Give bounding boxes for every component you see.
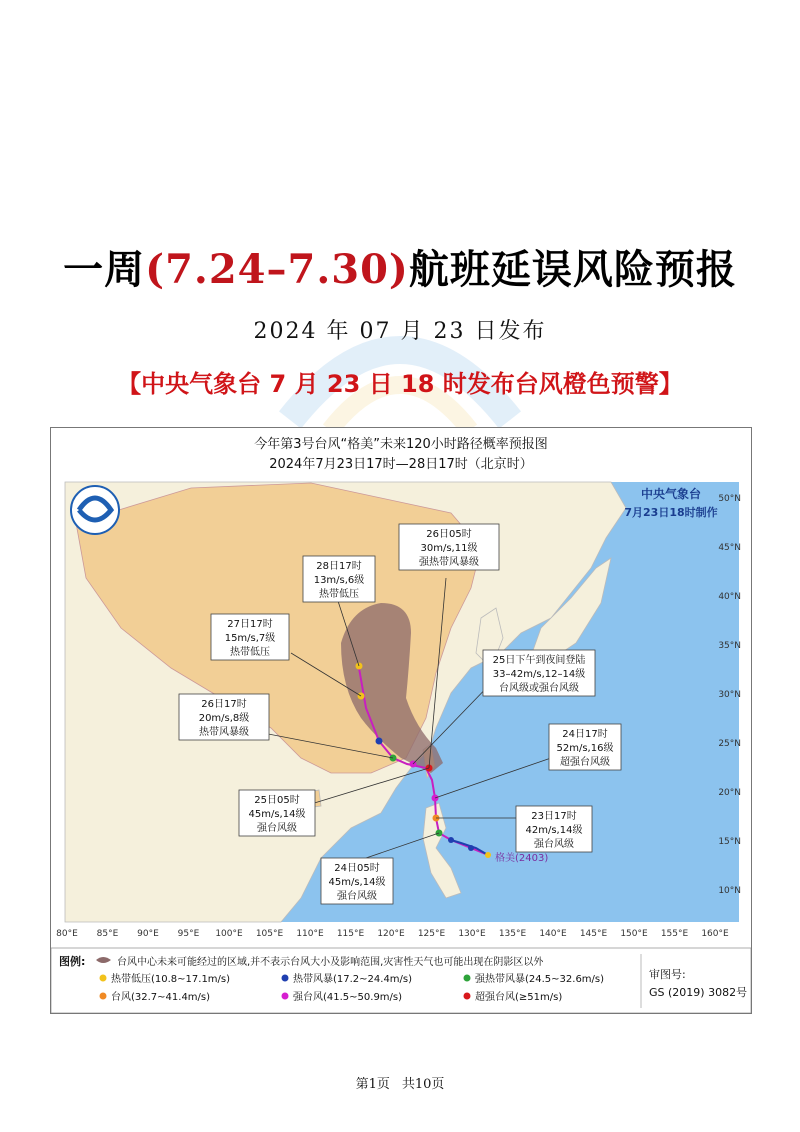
legend-heading: 图例: <box>59 955 86 968</box>
callout-text: 33–42m/s,12–14级 <box>492 669 586 680</box>
longitude-tick-label: 140°E <box>539 929 567 939</box>
storm-label: 格美(2403) <box>495 853 549 864</box>
callout-text: 52m/s,16级 <box>556 743 614 754</box>
issue-date: 2024 年 07 月 23 日发布 <box>253 319 547 344</box>
callout-text: 42m/s,14级 <box>525 825 583 836</box>
callout-text: 热带风暴级 <box>199 727 249 738</box>
legend-swatch <box>464 975 471 982</box>
track-point <box>376 738 383 745</box>
longitude-tick-label: 80°E <box>56 929 78 939</box>
longitude-tick-label: 85°E <box>96 929 119 939</box>
callout-text: 25日下午到夜间登陆 <box>492 655 586 666</box>
callout-text: 强台风级 <box>337 891 377 902</box>
legend-swatch <box>282 993 289 1000</box>
callout-text: 20m/s,8级 <box>198 713 250 724</box>
legend-cone-text: 台风中心未来可能经过的区域,并不表示台风大小及影响范围,灾害性天气也可能出现在阴影区以外 <box>117 957 544 968</box>
callout-text: 台风级或强台风级 <box>499 683 579 694</box>
callout-text: 24日17时 <box>562 729 608 740</box>
callout-text: 24日05时 <box>334 863 380 874</box>
callout-text: 强热带风暴级 <box>419 557 479 568</box>
typhoon-alert-heading: 【中央气象台 7 月 23 日 18 时发布台风橙色预警】 <box>117 370 683 398</box>
legend-label: 台风(32.7~41.4m/s) <box>111 992 211 1003</box>
callout-text: 30m/s,11级 <box>420 543 478 554</box>
callout-text: 强台风级 <box>534 839 574 850</box>
legend-label: 强台风(41.5~50.9m/s) <box>293 992 403 1003</box>
agency-name: 中央气象台 <box>640 487 702 501</box>
longitude-tick-label: 155°E <box>660 929 689 939</box>
legend-swatch <box>282 975 289 982</box>
latitude-tick-label: 20°N <box>718 788 741 798</box>
latitude-tick-label: 45°N <box>718 543 741 553</box>
latitude-tick-label: 50°N <box>718 494 741 504</box>
callout-text: 23日17时 <box>531 811 577 822</box>
agency-time: 7月23日18时制作 <box>624 506 718 519</box>
longitude-tick-label: 110°E <box>296 929 324 939</box>
longitude-tick-label: 130°E <box>458 929 486 939</box>
longitude-tick-label: 150°E <box>620 929 648 939</box>
callout-text: 45m/s,14级 <box>328 877 386 888</box>
map-svg <box>51 428 751 1013</box>
longitude-tick-label: 95°E <box>177 929 200 939</box>
legend-swatch <box>464 993 471 1000</box>
callout-text: 25日05时 <box>254 795 300 806</box>
callout-text: 热带低压 <box>319 589 359 600</box>
legend-label: 超强台风(≥51m/s) <box>475 992 563 1003</box>
longitude-ticks <box>56 929 729 939</box>
longitude-tick-label: 135°E <box>498 929 527 939</box>
legend-swatch <box>100 993 107 1000</box>
track-point <box>468 845 474 851</box>
callout-text: 15m/s,7级 <box>224 633 276 644</box>
legend-label: 热带风暴(17.2~24.4m/s) <box>293 974 413 985</box>
callout-text: 热带低压 <box>230 647 270 658</box>
page-footer <box>0 1073 800 1092</box>
callout-text: 45m/s,14级 <box>248 809 306 820</box>
latitude-tick-label: 25°N <box>718 739 741 749</box>
latitude-tick-label: 35°N <box>718 641 741 651</box>
review-number: GS (2019) 3082号 <box>649 986 748 999</box>
callout-text: 超强台风级 <box>560 757 610 768</box>
legend-label: 强热带风暴(24.5~32.6m/s) <box>475 974 605 985</box>
callout-text: 26日05时 <box>426 529 472 540</box>
map-subtitle: 2024年7月23日17时—28日17时（北京时） <box>269 457 533 472</box>
latitude-tick-label: 40°N <box>718 592 741 602</box>
map-title: 今年第3号台风“格美”未来120小时路径概率预报图 <box>254 437 548 452</box>
page-total: 共10页 <box>401 1077 445 1092</box>
legend-swatch <box>100 975 107 982</box>
latitude-tick-label: 10°N <box>718 886 741 896</box>
track-point <box>485 852 491 858</box>
longitude-tick-label: 105°E <box>255 929 284 939</box>
callout-text: 28日17时 <box>316 561 362 572</box>
track-point <box>448 837 454 843</box>
longitude-tick-label: 145°E <box>579 929 608 939</box>
latitude-tick-label: 15°N <box>718 837 741 847</box>
callout-text: 27日17时 <box>227 619 273 630</box>
callout-text: 13m/s,6级 <box>313 575 365 586</box>
callout-text: 强台风级 <box>257 823 297 834</box>
latitude-tick-label: 30°N <box>718 690 741 700</box>
longitude-tick-label: 125°E <box>417 929 446 939</box>
legend-label: 热带低压(10.8~17.1m/s) <box>111 974 231 985</box>
longitude-tick-label: 160°E <box>701 929 729 939</box>
page-number: 第1页 <box>355 1077 390 1092</box>
longitude-tick-label: 90°E <box>137 929 159 939</box>
callout-text: 26日17时 <box>201 699 247 710</box>
typhoon-track-map <box>50 427 752 1014</box>
longitude-tick-label: 120°E <box>377 929 405 939</box>
longitude-tick-label: 115°E <box>336 929 365 939</box>
review-label: 审图号: <box>649 968 686 981</box>
page-title: 一周(7.24–7.30)航班延误风险预报 <box>63 246 737 293</box>
cma-logo <box>71 486 119 534</box>
longitude-tick-label: 100°E <box>215 929 243 939</box>
